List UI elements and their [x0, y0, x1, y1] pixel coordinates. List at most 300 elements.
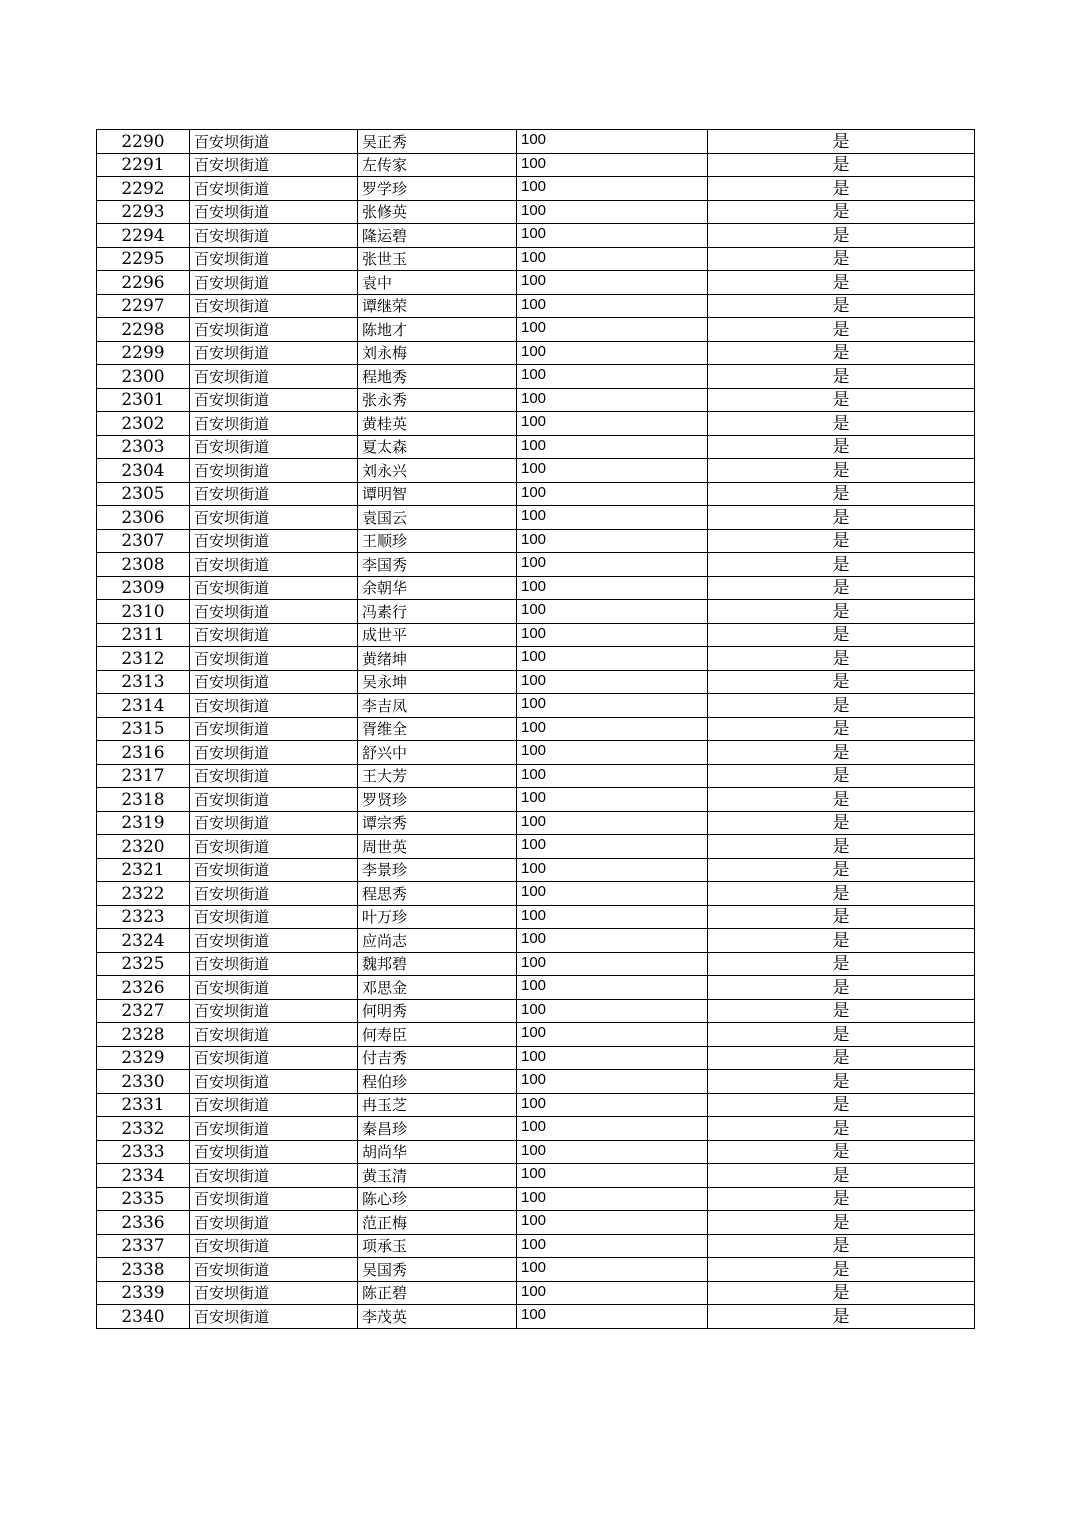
cell-amount: 100	[517, 811, 708, 835]
cell-flag: 是	[708, 694, 975, 718]
table-row	[97, 224, 975, 248]
cell-flag: 是	[708, 764, 975, 788]
cell-number: 2327	[97, 999, 190, 1023]
cell-amount: 100	[517, 365, 708, 389]
table-row	[97, 459, 975, 483]
cell-name: 成世平	[358, 623, 517, 647]
cell-number: 2305	[97, 482, 190, 506]
cell-amount: 100	[517, 976, 708, 1000]
table-row	[97, 247, 975, 271]
cell-amount: 100	[517, 1281, 708, 1305]
cell-flag: 是	[708, 1140, 975, 1164]
cell-street: 百安坝街道	[190, 553, 358, 577]
cell-flag: 是	[708, 247, 975, 271]
cell-number: 2303	[97, 435, 190, 459]
cell-amount: 100	[517, 600, 708, 624]
cell-name: 程伯珍	[358, 1070, 517, 1094]
cell-name: 刘永梅	[358, 341, 517, 365]
cell-street: 百安坝街道	[190, 412, 358, 436]
cell-street: 百安坝街道	[190, 717, 358, 741]
cell-flag: 是	[708, 1117, 975, 1141]
cell-number: 2325	[97, 952, 190, 976]
cell-flag: 是	[708, 153, 975, 177]
cell-name: 应尚志	[358, 929, 517, 953]
cell-name: 王顺珍	[358, 529, 517, 553]
cell-name: 谭继荣	[358, 294, 517, 318]
cell-amount: 100	[517, 576, 708, 600]
cell-street: 百安坝街道	[190, 764, 358, 788]
cell-street: 百安坝街道	[190, 388, 358, 412]
table-row	[97, 177, 975, 201]
cell-amount: 100	[517, 435, 708, 459]
cell-flag: 是	[708, 1281, 975, 1305]
cell-number: 2290	[97, 130, 190, 154]
table-body	[97, 130, 975, 1329]
cell-street: 百安坝街道	[190, 1093, 358, 1117]
cell-flag: 是	[708, 294, 975, 318]
table-row	[97, 271, 975, 295]
table-row	[97, 529, 975, 553]
cell-amount: 100	[517, 459, 708, 483]
cell-street: 百安坝街道	[190, 741, 358, 765]
cell-number: 2306	[97, 506, 190, 530]
cell-amount: 100	[517, 717, 708, 741]
cell-name: 胥维全	[358, 717, 517, 741]
cell-flag: 是	[708, 1258, 975, 1282]
cell-amount: 100	[517, 1211, 708, 1235]
cell-amount: 100	[517, 1234, 708, 1258]
cell-flag: 是	[708, 506, 975, 530]
cell-number: 2335	[97, 1187, 190, 1211]
cell-flag: 是	[708, 482, 975, 506]
cell-number: 2324	[97, 929, 190, 953]
cell-number: 2331	[97, 1093, 190, 1117]
cell-flag: 是	[708, 365, 975, 389]
table-row	[97, 858, 975, 882]
cell-name: 吴永坤	[358, 670, 517, 694]
cell-name: 舒兴中	[358, 741, 517, 765]
cell-street: 百安坝街道	[190, 318, 358, 342]
cell-street: 百安坝街道	[190, 271, 358, 295]
cell-number: 2292	[97, 177, 190, 201]
cell-amount: 100	[517, 1070, 708, 1094]
table-row	[97, 694, 975, 718]
cell-number: 2329	[97, 1046, 190, 1070]
cell-street: 百安坝街道	[190, 882, 358, 906]
cell-street: 百安坝街道	[190, 459, 358, 483]
cell-number: 2340	[97, 1305, 190, 1329]
cell-flag: 是	[708, 1234, 975, 1258]
cell-name: 付吉秀	[358, 1046, 517, 1070]
cell-flag: 是	[708, 1070, 975, 1094]
cell-number: 2314	[97, 694, 190, 718]
cell-flag: 是	[708, 905, 975, 929]
table-row	[97, 717, 975, 741]
cell-name: 王大芳	[358, 764, 517, 788]
cell-street: 百安坝街道	[190, 435, 358, 459]
table-row	[97, 1140, 975, 1164]
cell-name: 秦昌珍	[358, 1117, 517, 1141]
cell-number: 2316	[97, 741, 190, 765]
cell-amount: 100	[517, 1117, 708, 1141]
cell-amount: 100	[517, 200, 708, 224]
table-row	[97, 294, 975, 318]
cell-name: 余朝华	[358, 576, 517, 600]
table-row	[97, 670, 975, 694]
table-row	[97, 482, 975, 506]
cell-amount: 100	[517, 1305, 708, 1329]
table-row	[97, 741, 975, 765]
cell-flag: 是	[708, 130, 975, 154]
cell-number: 2320	[97, 835, 190, 859]
cell-street: 百安坝街道	[190, 1305, 358, 1329]
cell-flag: 是	[708, 788, 975, 812]
cell-flag: 是	[708, 717, 975, 741]
cell-amount: 100	[517, 482, 708, 506]
cell-name: 隆运碧	[358, 224, 517, 248]
cell-name: 张永秀	[358, 388, 517, 412]
table-row	[97, 999, 975, 1023]
cell-number: 2337	[97, 1234, 190, 1258]
cell-flag: 是	[708, 341, 975, 365]
table-row	[97, 506, 975, 530]
cell-name: 谭宗秀	[358, 811, 517, 835]
cell-name: 刘永兴	[358, 459, 517, 483]
cell-amount: 100	[517, 412, 708, 436]
cell-number: 2332	[97, 1117, 190, 1141]
table-row	[97, 1164, 975, 1188]
cell-flag: 是	[708, 647, 975, 671]
cell-street: 百安坝街道	[190, 905, 358, 929]
cell-name: 罗贤珍	[358, 788, 517, 812]
cell-street: 百安坝街道	[190, 1258, 358, 1282]
cell-name: 黄桂英	[358, 412, 517, 436]
cell-number: 2302	[97, 412, 190, 436]
cell-name: 陈正碧	[358, 1281, 517, 1305]
cell-name: 魏邦碧	[358, 952, 517, 976]
cell-flag: 是	[708, 929, 975, 953]
cell-number: 2336	[97, 1211, 190, 1235]
cell-name: 袁中	[358, 271, 517, 295]
cell-number: 2309	[97, 576, 190, 600]
cell-street: 百安坝街道	[190, 200, 358, 224]
cell-name: 左传家	[358, 153, 517, 177]
table-row	[97, 623, 975, 647]
table-row	[97, 412, 975, 436]
cell-flag: 是	[708, 1023, 975, 1047]
cell-number: 2322	[97, 882, 190, 906]
table-row	[97, 435, 975, 459]
table-row	[97, 388, 975, 412]
cell-number: 2300	[97, 365, 190, 389]
cell-flag: 是	[708, 271, 975, 295]
cell-flag: 是	[708, 811, 975, 835]
table-row	[97, 1211, 975, 1235]
cell-amount: 100	[517, 1093, 708, 1117]
cell-amount: 100	[517, 318, 708, 342]
cell-flag: 是	[708, 200, 975, 224]
table-row	[97, 318, 975, 342]
cell-name: 吴正秀	[358, 130, 517, 154]
cell-amount: 100	[517, 764, 708, 788]
cell-street: 百安坝街道	[190, 1140, 358, 1164]
cell-flag: 是	[708, 459, 975, 483]
cell-name: 范正梅	[358, 1211, 517, 1235]
cell-amount: 100	[517, 835, 708, 859]
cell-flag: 是	[708, 318, 975, 342]
cell-number: 2328	[97, 1023, 190, 1047]
cell-flag: 是	[708, 952, 975, 976]
cell-street: 百安坝街道	[190, 153, 358, 177]
cell-number: 2315	[97, 717, 190, 741]
cell-street: 百安坝街道	[190, 506, 358, 530]
cell-amount: 100	[517, 130, 708, 154]
cell-number: 2293	[97, 200, 190, 224]
cell-amount: 100	[517, 929, 708, 953]
cell-name: 程地秀	[358, 365, 517, 389]
cell-number: 2296	[97, 271, 190, 295]
cell-flag: 是	[708, 529, 975, 553]
cell-street: 百安坝街道	[190, 1281, 358, 1305]
cell-number: 2307	[97, 529, 190, 553]
cell-name: 邓思金	[358, 976, 517, 1000]
cell-number: 2298	[97, 318, 190, 342]
cell-street: 百安坝街道	[190, 623, 358, 647]
cell-name: 叶万珍	[358, 905, 517, 929]
cell-name: 李茂英	[358, 1305, 517, 1329]
cell-amount: 100	[517, 999, 708, 1023]
cell-flag: 是	[708, 1093, 975, 1117]
cell-name: 李吉凤	[358, 694, 517, 718]
cell-name: 冯素行	[358, 600, 517, 624]
table-row	[97, 600, 975, 624]
cell-street: 百安坝街道	[190, 529, 358, 553]
data-table	[96, 129, 975, 1329]
cell-name: 程思秀	[358, 882, 517, 906]
cell-name: 何明秀	[358, 999, 517, 1023]
table-row	[97, 1046, 975, 1070]
cell-number: 2317	[97, 764, 190, 788]
cell-number: 2295	[97, 247, 190, 271]
cell-flag: 是	[708, 224, 975, 248]
cell-number: 2301	[97, 388, 190, 412]
cell-amount: 100	[517, 224, 708, 248]
cell-number: 2339	[97, 1281, 190, 1305]
table-row	[97, 576, 975, 600]
cell-street: 百安坝街道	[190, 130, 358, 154]
cell-name: 李国秀	[358, 553, 517, 577]
cell-flag: 是	[708, 741, 975, 765]
cell-name: 陈地才	[358, 318, 517, 342]
cell-name: 谭明智	[358, 482, 517, 506]
cell-name: 黄绪坤	[358, 647, 517, 671]
table-row	[97, 1023, 975, 1047]
table-row	[97, 788, 975, 812]
cell-amount: 100	[517, 1164, 708, 1188]
cell-street: 百安坝街道	[190, 177, 358, 201]
table-row	[97, 200, 975, 224]
table-row	[97, 365, 975, 389]
table-row	[97, 835, 975, 859]
table-row	[97, 764, 975, 788]
cell-street: 百安坝街道	[190, 482, 358, 506]
cell-number: 2299	[97, 341, 190, 365]
cell-amount: 100	[517, 647, 708, 671]
cell-flag: 是	[708, 388, 975, 412]
table-row	[97, 1117, 975, 1141]
cell-name: 夏太森	[358, 435, 517, 459]
table-row	[97, 1281, 975, 1305]
cell-flag: 是	[708, 177, 975, 201]
cell-street: 百安坝街道	[190, 999, 358, 1023]
table-row	[97, 1070, 975, 1094]
cell-flag: 是	[708, 553, 975, 577]
cell-flag: 是	[708, 976, 975, 1000]
cell-number: 2313	[97, 670, 190, 694]
cell-number: 2333	[97, 1140, 190, 1164]
cell-number: 2323	[97, 905, 190, 929]
cell-flag: 是	[708, 1164, 975, 1188]
cell-street: 百安坝街道	[190, 647, 358, 671]
cell-name: 陈心珍	[358, 1187, 517, 1211]
cell-street: 百安坝街道	[190, 224, 358, 248]
cell-street: 百安坝街道	[190, 1187, 358, 1211]
cell-number: 2338	[97, 1258, 190, 1282]
cell-street: 百安坝街道	[190, 952, 358, 976]
cell-street: 百安坝街道	[190, 365, 358, 389]
table-row	[97, 153, 975, 177]
cell-street: 百安坝街道	[190, 1046, 358, 1070]
cell-amount: 100	[517, 1258, 708, 1282]
cell-flag: 是	[708, 435, 975, 459]
cell-number: 2318	[97, 788, 190, 812]
cell-number: 2310	[97, 600, 190, 624]
cell-amount: 100	[517, 177, 708, 201]
cell-street: 百安坝街道	[190, 600, 358, 624]
cell-number: 2297	[97, 294, 190, 318]
cell-number: 2294	[97, 224, 190, 248]
cell-street: 百安坝街道	[190, 1117, 358, 1141]
cell-amount: 100	[517, 529, 708, 553]
cell-amount: 100	[517, 1046, 708, 1070]
cell-street: 百安坝街道	[190, 976, 358, 1000]
cell-amount: 100	[517, 388, 708, 412]
cell-number: 2326	[97, 976, 190, 1000]
cell-street: 百安坝街道	[190, 576, 358, 600]
cell-amount: 100	[517, 1023, 708, 1047]
cell-flag: 是	[708, 1187, 975, 1211]
cell-amount: 100	[517, 506, 708, 530]
cell-name: 李景珍	[358, 858, 517, 882]
cell-street: 百安坝街道	[190, 835, 358, 859]
cell-name: 张世玉	[358, 247, 517, 271]
cell-street: 百安坝街道	[190, 1023, 358, 1047]
cell-amount: 100	[517, 741, 708, 765]
table-row	[97, 1187, 975, 1211]
cell-flag: 是	[708, 1046, 975, 1070]
cell-name: 张修英	[358, 200, 517, 224]
cell-flag: 是	[708, 412, 975, 436]
table-row	[97, 341, 975, 365]
cell-amount: 100	[517, 788, 708, 812]
cell-name: 冉玉芝	[358, 1093, 517, 1117]
cell-amount: 100	[517, 952, 708, 976]
cell-flag: 是	[708, 835, 975, 859]
cell-street: 百安坝街道	[190, 1164, 358, 1188]
cell-street: 百安坝街道	[190, 1234, 358, 1258]
cell-amount: 100	[517, 294, 708, 318]
cell-amount: 100	[517, 553, 708, 577]
cell-street: 百安坝街道	[190, 694, 358, 718]
cell-flag: 是	[708, 1305, 975, 1329]
cell-flag: 是	[708, 1211, 975, 1235]
cell-flag: 是	[708, 576, 975, 600]
cell-name: 项承玉	[358, 1234, 517, 1258]
cell-number: 2304	[97, 459, 190, 483]
cell-amount: 100	[517, 623, 708, 647]
cell-name: 罗学珍	[358, 177, 517, 201]
cell-number: 2319	[97, 811, 190, 835]
cell-flag: 是	[708, 858, 975, 882]
cell-amount: 100	[517, 694, 708, 718]
cell-street: 百安坝街道	[190, 811, 358, 835]
cell-number: 2312	[97, 647, 190, 671]
cell-number: 2334	[97, 1164, 190, 1188]
cell-name: 周世英	[358, 835, 517, 859]
cell-flag: 是	[708, 600, 975, 624]
cell-amount: 100	[517, 670, 708, 694]
cell-number: 2330	[97, 1070, 190, 1094]
table-row	[97, 905, 975, 929]
table-row	[97, 130, 975, 154]
cell-street: 百安坝街道	[190, 929, 358, 953]
cell-flag: 是	[708, 882, 975, 906]
cell-flag: 是	[708, 670, 975, 694]
cell-flag: 是	[708, 623, 975, 647]
table-row	[97, 1093, 975, 1117]
table-row	[97, 647, 975, 671]
cell-street: 百安坝街道	[190, 1070, 358, 1094]
cell-number: 2291	[97, 153, 190, 177]
cell-street: 百安坝街道	[190, 670, 358, 694]
table-row	[97, 1258, 975, 1282]
cell-street: 百安坝街道	[190, 341, 358, 365]
table-row	[97, 811, 975, 835]
cell-number: 2308	[97, 553, 190, 577]
cell-amount: 100	[517, 882, 708, 906]
table-row	[97, 952, 975, 976]
cell-name: 胡尚华	[358, 1140, 517, 1164]
cell-number: 2321	[97, 858, 190, 882]
table-row	[97, 929, 975, 953]
cell-amount: 100	[517, 271, 708, 295]
cell-flag: 是	[708, 999, 975, 1023]
cell-amount: 100	[517, 858, 708, 882]
cell-amount: 100	[517, 905, 708, 929]
cell-name: 袁国云	[358, 506, 517, 530]
table-row	[97, 1234, 975, 1258]
table-row	[97, 882, 975, 906]
cell-number: 2311	[97, 623, 190, 647]
cell-name: 何寿臣	[358, 1023, 517, 1047]
table-row	[97, 976, 975, 1000]
cell-amount: 100	[517, 1187, 708, 1211]
cell-street: 百安坝街道	[190, 247, 358, 271]
cell-street: 百安坝街道	[190, 858, 358, 882]
cell-amount: 100	[517, 341, 708, 365]
cell-name: 吴国秀	[358, 1258, 517, 1282]
cell-amount: 100	[517, 247, 708, 271]
